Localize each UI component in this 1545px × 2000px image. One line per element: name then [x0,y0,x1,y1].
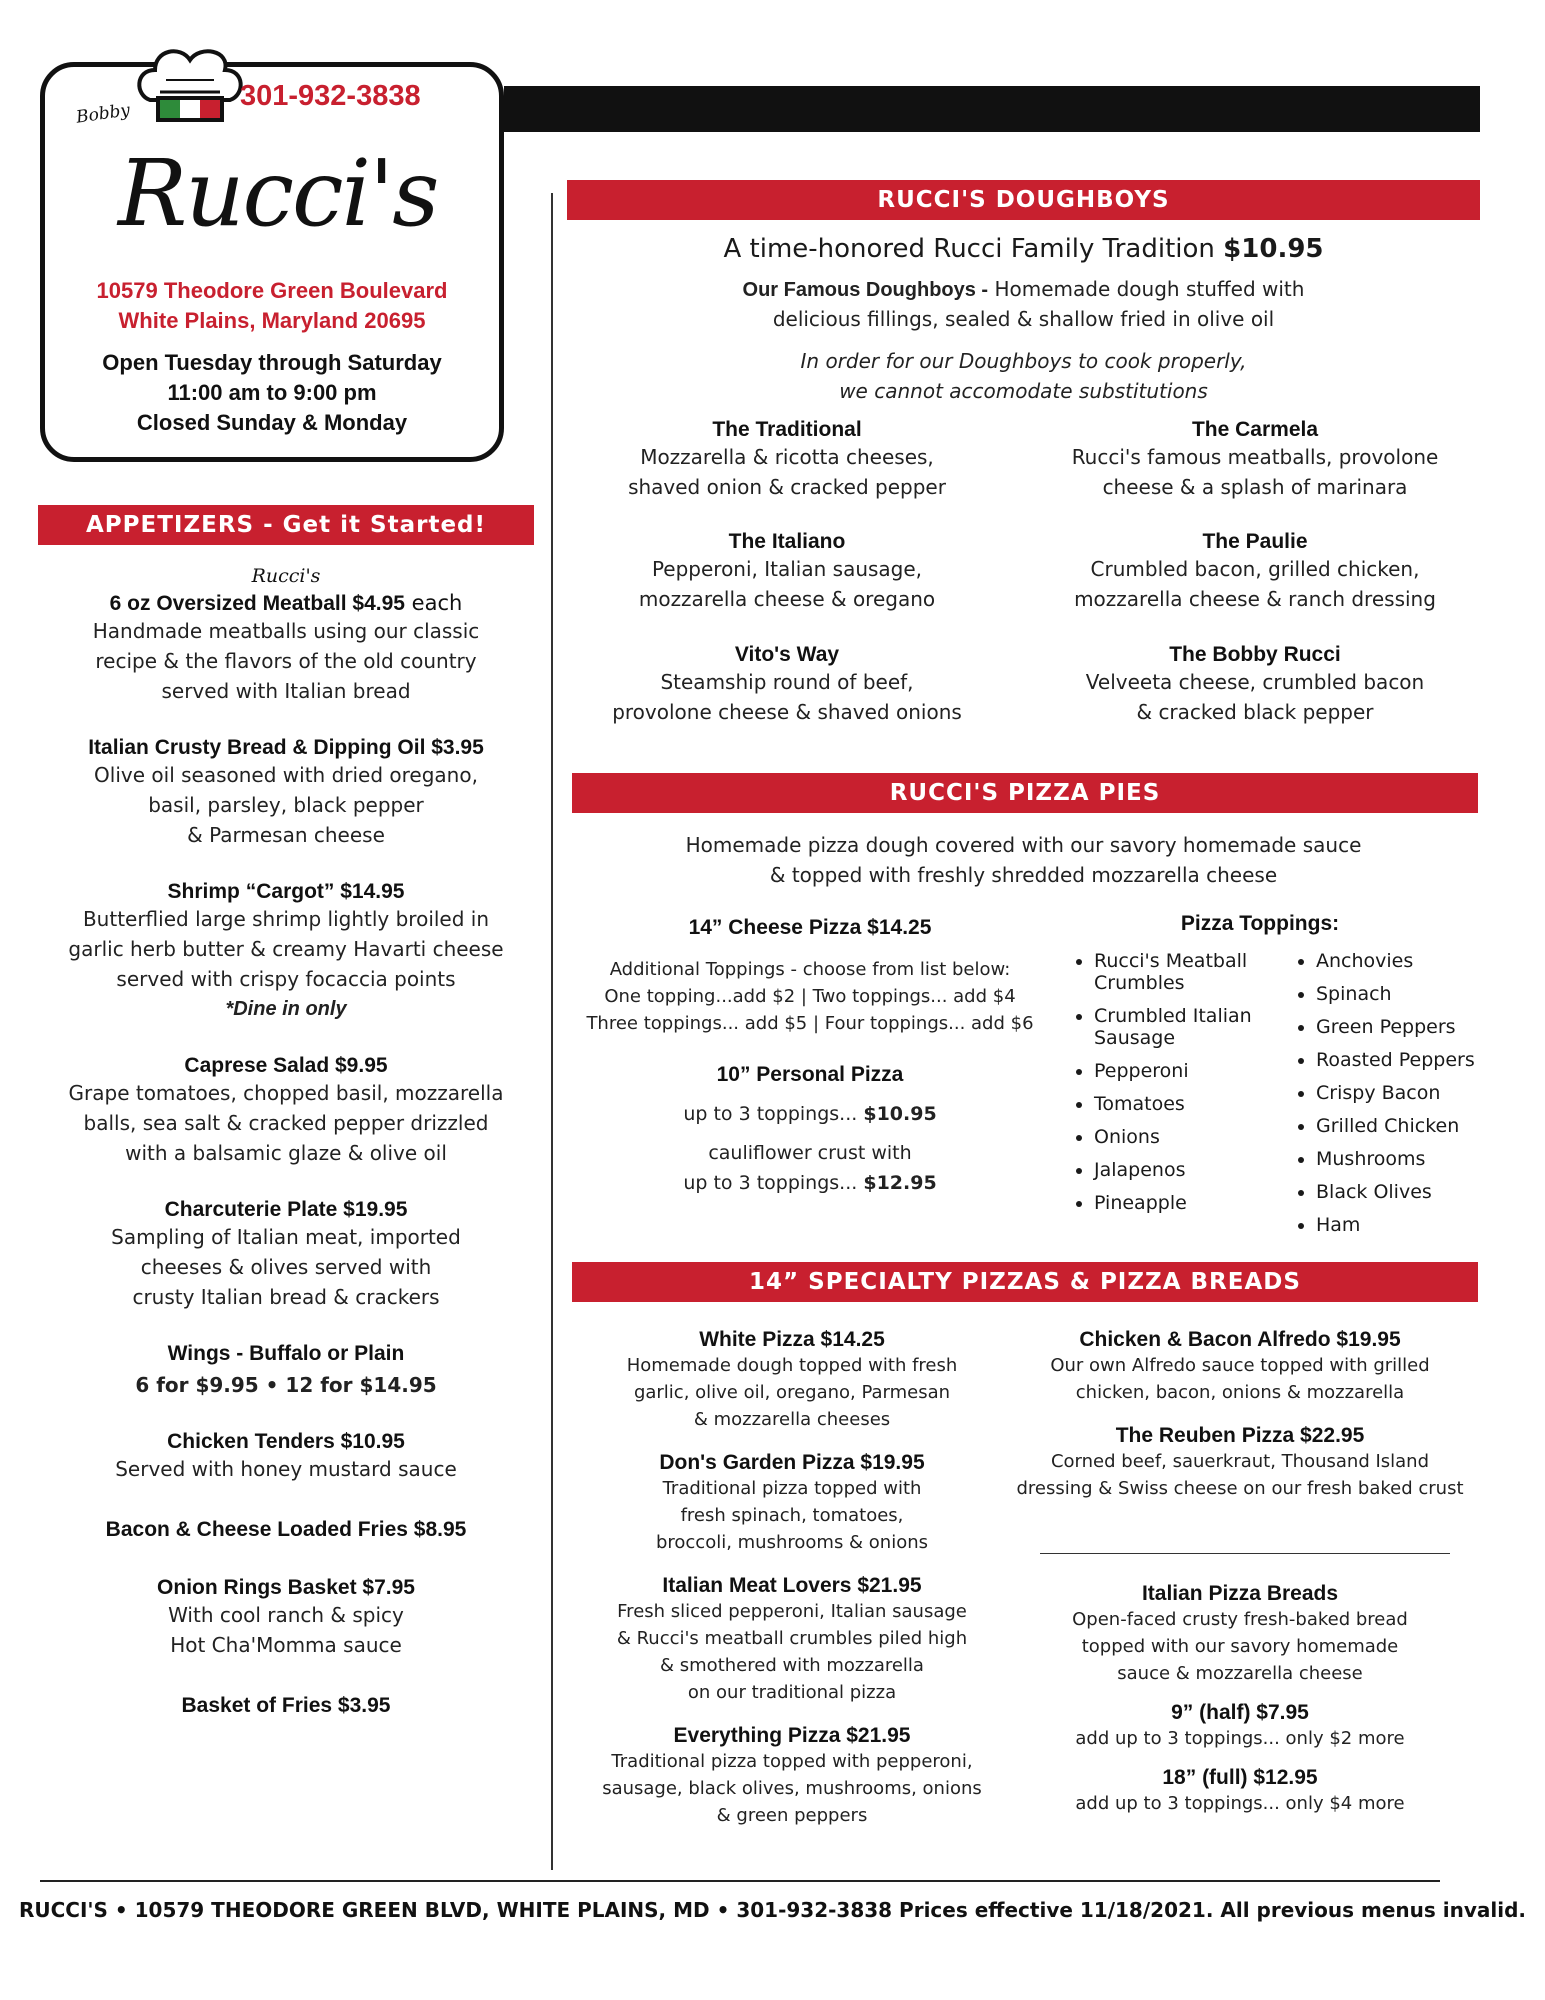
topping-item: • Mushrooms [1316,1148,1516,1170]
doughboy-carmela-title: The Carmela [1191,418,1319,441]
specialty-meat-desc2: & Rucci's meatball crumbles piled high [616,1628,968,1649]
doughboy-bobby-title: The Bobby Rucci [1169,643,1341,666]
address-line1: 10579 Theodore Green Boulevard [96,278,448,303]
appetizer-charcuterie-desc1: Sampling of Italian meat, imported [111,1225,461,1249]
header-black-bar [504,86,1480,132]
appetizer-caprese-desc3: with a balsamic glaze & olive oil [125,1141,447,1165]
topping-item: • Ham [1316,1214,1516,1236]
pizza-intro1: Homemade pizza dough covered with our savory homemade sauce [685,833,1362,857]
doughboy-carmela-desc1: Rucci's famous meatballs, provolone [1071,445,1439,469]
doughboy-paulie [1030,530,1480,614]
specialty-everything-desc2: sausage, black olives, mushrooms, onions [602,1778,982,1799]
doughboy-vitos-desc2: provolone cheese & shaved onions [612,700,962,724]
specialty-garden-desc1: Traditional pizza topped with [662,1478,922,1499]
appetizer-meatball-desc2: recipe & the flavors of the old country [95,649,477,673]
doughboy-vitos-title: Vito's Way [734,643,840,666]
appetizer-charcuterie-desc3: crusty Italian bread & crackers [132,1285,440,1309]
appetizer-wings-title: Wings - Buffalo or Plain [167,1342,405,1365]
personal-pizza-line1-text: up to 3 toppings... [683,1103,858,1125]
personal-pizza-title: 10” Personal Pizza [716,1063,904,1086]
column-divider [551,193,553,1870]
doughboys-tagline [567,234,1480,264]
pizza-breads-desc3: sauce & mozzarella cheese [1117,1663,1363,1684]
appetizer-meatball-suffix: each [404,591,463,615]
appetizer-meatball-desc1: Handmade meatballs using our classic [92,619,480,643]
specialty-white-desc3: & mozzarella cheeses [693,1409,891,1430]
specialty-meat-desc3: & smothered with mozzarella [660,1655,924,1676]
doughboy-vitos-way [567,643,1007,727]
doughboy-vitos-desc1: Steamship round of beef, [660,670,914,694]
doughboy-traditional-desc1: Mozzarella & ricotta cheeses, [640,445,934,469]
appetizer-onion-rings-desc2: Hot Cha'Momma sauce [170,1633,402,1657]
personal-pizza-line1 [560,1101,1060,1128]
topping-item: • Anchovies [1316,950,1516,972]
doughboys-note2: we cannot accomodate substitutions [839,379,1208,403]
appetizer-shrimp-desc3: served with crispy focaccia points [116,967,456,991]
appetizer-wings-prices: 6 for $9.95 • 12 for $14.95 [135,1373,437,1397]
topping-item: • Pepperoni [1094,1060,1304,1082]
cheese-pizza-block [560,916,1060,1197]
appetizer-shrimp-title: Shrimp “Cargot” $14.95 [167,880,405,903]
topping-item: • Spinach [1316,983,1516,1005]
doughboy-paulie-title: The Paulie [1202,530,1308,553]
pizza-breads-desc2: topped with our savory homemade [1081,1636,1399,1657]
doughboys-intro [567,274,1480,305]
topping-item: • Grilled Chicken [1316,1115,1516,1137]
personal-pizza-line3-text: up to 3 toppings... [683,1172,858,1194]
doughboy-traditional [567,418,1007,502]
specialty-meat-desc1: Fresh sliced pepperoni, Italian sausage [617,1601,967,1622]
appetizer-meatball-title-text: 6 oz Oversized Meatball $4.95 [109,592,405,615]
topping-item: • Black Olives [1316,1181,1516,1203]
doughboy-traditional-title: The Traditional [712,418,862,441]
pizza-breads-half-desc: add up to 3 toppings... only $2 more [1075,1728,1405,1749]
pizza-breads-title: Italian Pizza Breads [1141,1582,1339,1605]
appetizer-fries-basket-title: Basket of Fries $3.95 [181,1694,391,1717]
doughboy-carmela [1030,418,1480,502]
appetizer-shrimp-desc2: garlic herb butter & creamy Havarti cheese [68,937,504,961]
doughboys-tagline-text: A time-honored Rucci Family Tradition [723,234,1215,264]
pizza-breads-full-desc: add up to 3 toppings... only $4 more [1075,1793,1405,1814]
phone-number: 301-932-3838 [240,80,421,112]
doughboy-italiano-desc1: Pepperoni, Italian sausage, [651,557,923,581]
pizza-intro2: & topped with freshly shredded mozzarella cheese [769,863,1278,887]
cheese-pizza-desc1: Additional Toppings - choose from list below: [609,959,1011,980]
specialty-meat-desc4: on our traditional pizza [687,1682,897,1703]
brand-small-name: Bobby [74,100,132,128]
appetizer-caprese-desc2: balls, sea salt & cracked pepper drizzled [83,1111,489,1135]
doughboy-italiano-title: The Italiano [728,530,846,553]
topping-item: • Jalapenos [1094,1159,1304,1181]
hours-line2: 11:00 am to 9:00 pm [167,380,377,405]
doughboys-intro-bold: Our Famous Doughboys - [742,279,989,301]
pizza-breads-full-title: 18” (full) $12.95 [1162,1766,1318,1789]
cheese-pizza-desc3: Three toppings... add $5 | Four toppings... add $6 [586,1013,1034,1034]
doughboy-bobby-rucci [1030,643,1480,727]
specialty-divider-line [1040,1553,1450,1554]
doughboy-traditional-desc2: shaved onion & cracked pepper [628,475,946,499]
chef-hat-icon [130,40,250,130]
personal-pizza-price2: $12.95 [863,1172,937,1194]
specialty-reuben-desc1: Corned beef, sauerkraut, Thousand Island [1050,1451,1430,1472]
toppings-list-col1 [1072,950,1304,1225]
appetizer-bread-desc1: Olive oil seasoned with dried oregano, [94,763,478,787]
personal-pizza-line2: cauliflower crust with [708,1142,912,1164]
specialty-left-column [567,1328,1017,1829]
pizza-breads-half-title: 9” (half) $7.95 [1171,1701,1309,1724]
specialty-alfredo-title: Chicken & Bacon Alfredo $19.95 [1079,1328,1401,1351]
appetizer-charcuterie-desc2: cheeses & olives served with [140,1255,432,1279]
footer-text: RUCCI'S • 10579 THEODORE GREEN BLVD, WHITE PLAINS, MD • 301-932-3838 Prices effective 11/18/2021. All previous menus invalid. [18,1898,1527,1922]
cheese-pizza-desc2: One topping...add $2 | Two toppings... add $4 [604,986,1016,1007]
specialty-header: 14” SPECIALTY PIZZAS & PIZZA BREADS [572,1262,1478,1302]
doughboys-price: $10.95 [1223,234,1324,264]
appetizer-caprese-title: Caprese Salad $9.95 [184,1054,388,1077]
appetizer-list [38,565,534,1718]
appetizer-bread-desc3: & Parmesan cheese [187,823,385,847]
topping-item: • Crumbled Italian Sausage [1094,1005,1304,1049]
personal-pizza-line3 [560,1170,1060,1197]
specialty-everything-desc3: & green peppers [716,1805,868,1826]
pizza-breads-desc1: Open-faced crusty fresh-baked bread [1072,1609,1408,1630]
appetizer-bread-title: Italian Crusty Bread & Dipping Oil $3.95 [88,736,484,759]
specialty-everything-title: Everything Pizza $21.95 [673,1724,911,1747]
doughboys-note1: In order for our Doughboys to cook properly, [800,349,1247,373]
specialty-alfredo-desc2: chicken, bacon, onions & mozzarella [1075,1382,1405,1403]
hours-line1: Open Tuesday through Saturday [102,350,442,375]
specialty-white-desc2: garlic, olive oil, oregano, Parmesan [633,1382,951,1403]
specialty-right-column [1000,1328,1480,1502]
specialty-white-title: White Pizza $14.25 [699,1328,885,1351]
topping-item: • Rucci's Meatball Crumbles [1094,950,1304,994]
specialty-everything-desc1: Traditional pizza topped with pepperoni, [611,1751,973,1772]
specialty-meat-title: Italian Meat Lovers $21.95 [662,1574,922,1597]
footer-divider-line [40,1880,1440,1882]
pizza-breads-block [1000,1582,1480,1817]
toppings-title: Pizza Toppings: [1180,912,1340,935]
doughboy-bobby-desc1: Velveeta cheese, crumbled bacon [1085,670,1425,694]
topping-item: • Tomatoes [1094,1093,1304,1115]
specialty-alfredo-desc1: Our own Alfredo sauce topped with grilled [1050,1355,1430,1376]
specialty-white-desc1: Homemade dough topped with fresh [626,1355,958,1376]
appetizer-meatball-desc3: served with Italian bread [161,679,411,703]
specialty-garden-desc3: broccoli, mushrooms & onions [655,1532,929,1553]
appetizer-shrimp-desc1: Butterflied large shrimp lightly broiled in [82,907,490,931]
toppings-list-col2 [1294,950,1516,1247]
specialty-reuben-desc2: dressing & Swiss cheese on our fresh baked crust [1016,1478,1464,1499]
doughboy-bobby-desc2: & cracked black pepper [1136,700,1374,724]
hours-line3: Closed Sunday & Monday [136,410,408,435]
appetizer-fries-loaded-title: Bacon & Cheese Loaded Fries $8.95 [105,1518,467,1541]
appetizer-shrimp-note: *Dine in only [225,998,347,1020]
appetizer-onion-rings-desc1: With cool ranch & spicy [168,1603,404,1627]
pizza-pies-header: RUCCI'S PIZZA PIES [572,773,1478,813]
brand-name: Rucci's [118,140,438,247]
doughboy-italiano-desc2: mozzarella cheese & oregano [638,587,936,611]
topping-item: • Onions [1094,1126,1304,1148]
specialty-reuben-title: The Reuben Pizza $22.95 [1115,1424,1365,1447]
appetizer-tenders-title: Chicken Tenders $10.95 [167,1430,405,1453]
specialty-garden-title: Don's Garden Pizza $19.95 [659,1451,925,1474]
doughboys-intro-line2: delicious fillings, sealed & shallow fried in olive oil [772,307,1275,331]
doughboy-paulie-desc2: mozzarella cheese & ranch dressing [1074,587,1436,611]
personal-pizza-price1: $10.95 [863,1103,937,1125]
doughboys-header: RUCCI'S DOUGHBOYS [567,180,1480,220]
doughboy-paulie-desc1: Crumbled bacon, grilled chicken, [1090,557,1420,581]
appetizers-header: APPETIZERS - Get it Started! [38,505,534,545]
topping-item: • Green Peppers [1316,1016,1516,1038]
doughboys-intro-rest: Homemade dough stuffed with [988,277,1305,301]
appetizer-caprese-desc1: Grape tomatoes, chopped basil, mozzarella [68,1081,504,1105]
appetizer-meatball-prefix: Rucci's [251,565,321,587]
appetizer-onion-rings-title: Onion Rings Basket $7.95 [157,1576,415,1599]
topping-item: • Roasted Peppers [1316,1049,1516,1071]
appetizer-tenders-desc: Served with honey mustard sauce [115,1457,457,1481]
cheese-pizza-title: 14” Cheese Pizza $14.25 [688,916,932,939]
topping-item: • Pineapple [1094,1192,1304,1214]
appetizer-meatball-title [38,591,534,616]
appetizer-bread-desc2: basil, parsley, black pepper [148,793,424,817]
doughboy-italiano [567,530,1007,614]
specialty-garden-desc2: fresh spinach, tomatoes, [680,1505,904,1526]
topping-item: • Crispy Bacon [1316,1082,1516,1104]
address-line2: White Plains, Maryland 20695 [118,308,426,333]
doughboy-carmela-desc2: cheese & a splash of marinara [1102,475,1408,499]
appetizer-charcuterie-title: Charcuterie Plate $19.95 [164,1198,408,1221]
